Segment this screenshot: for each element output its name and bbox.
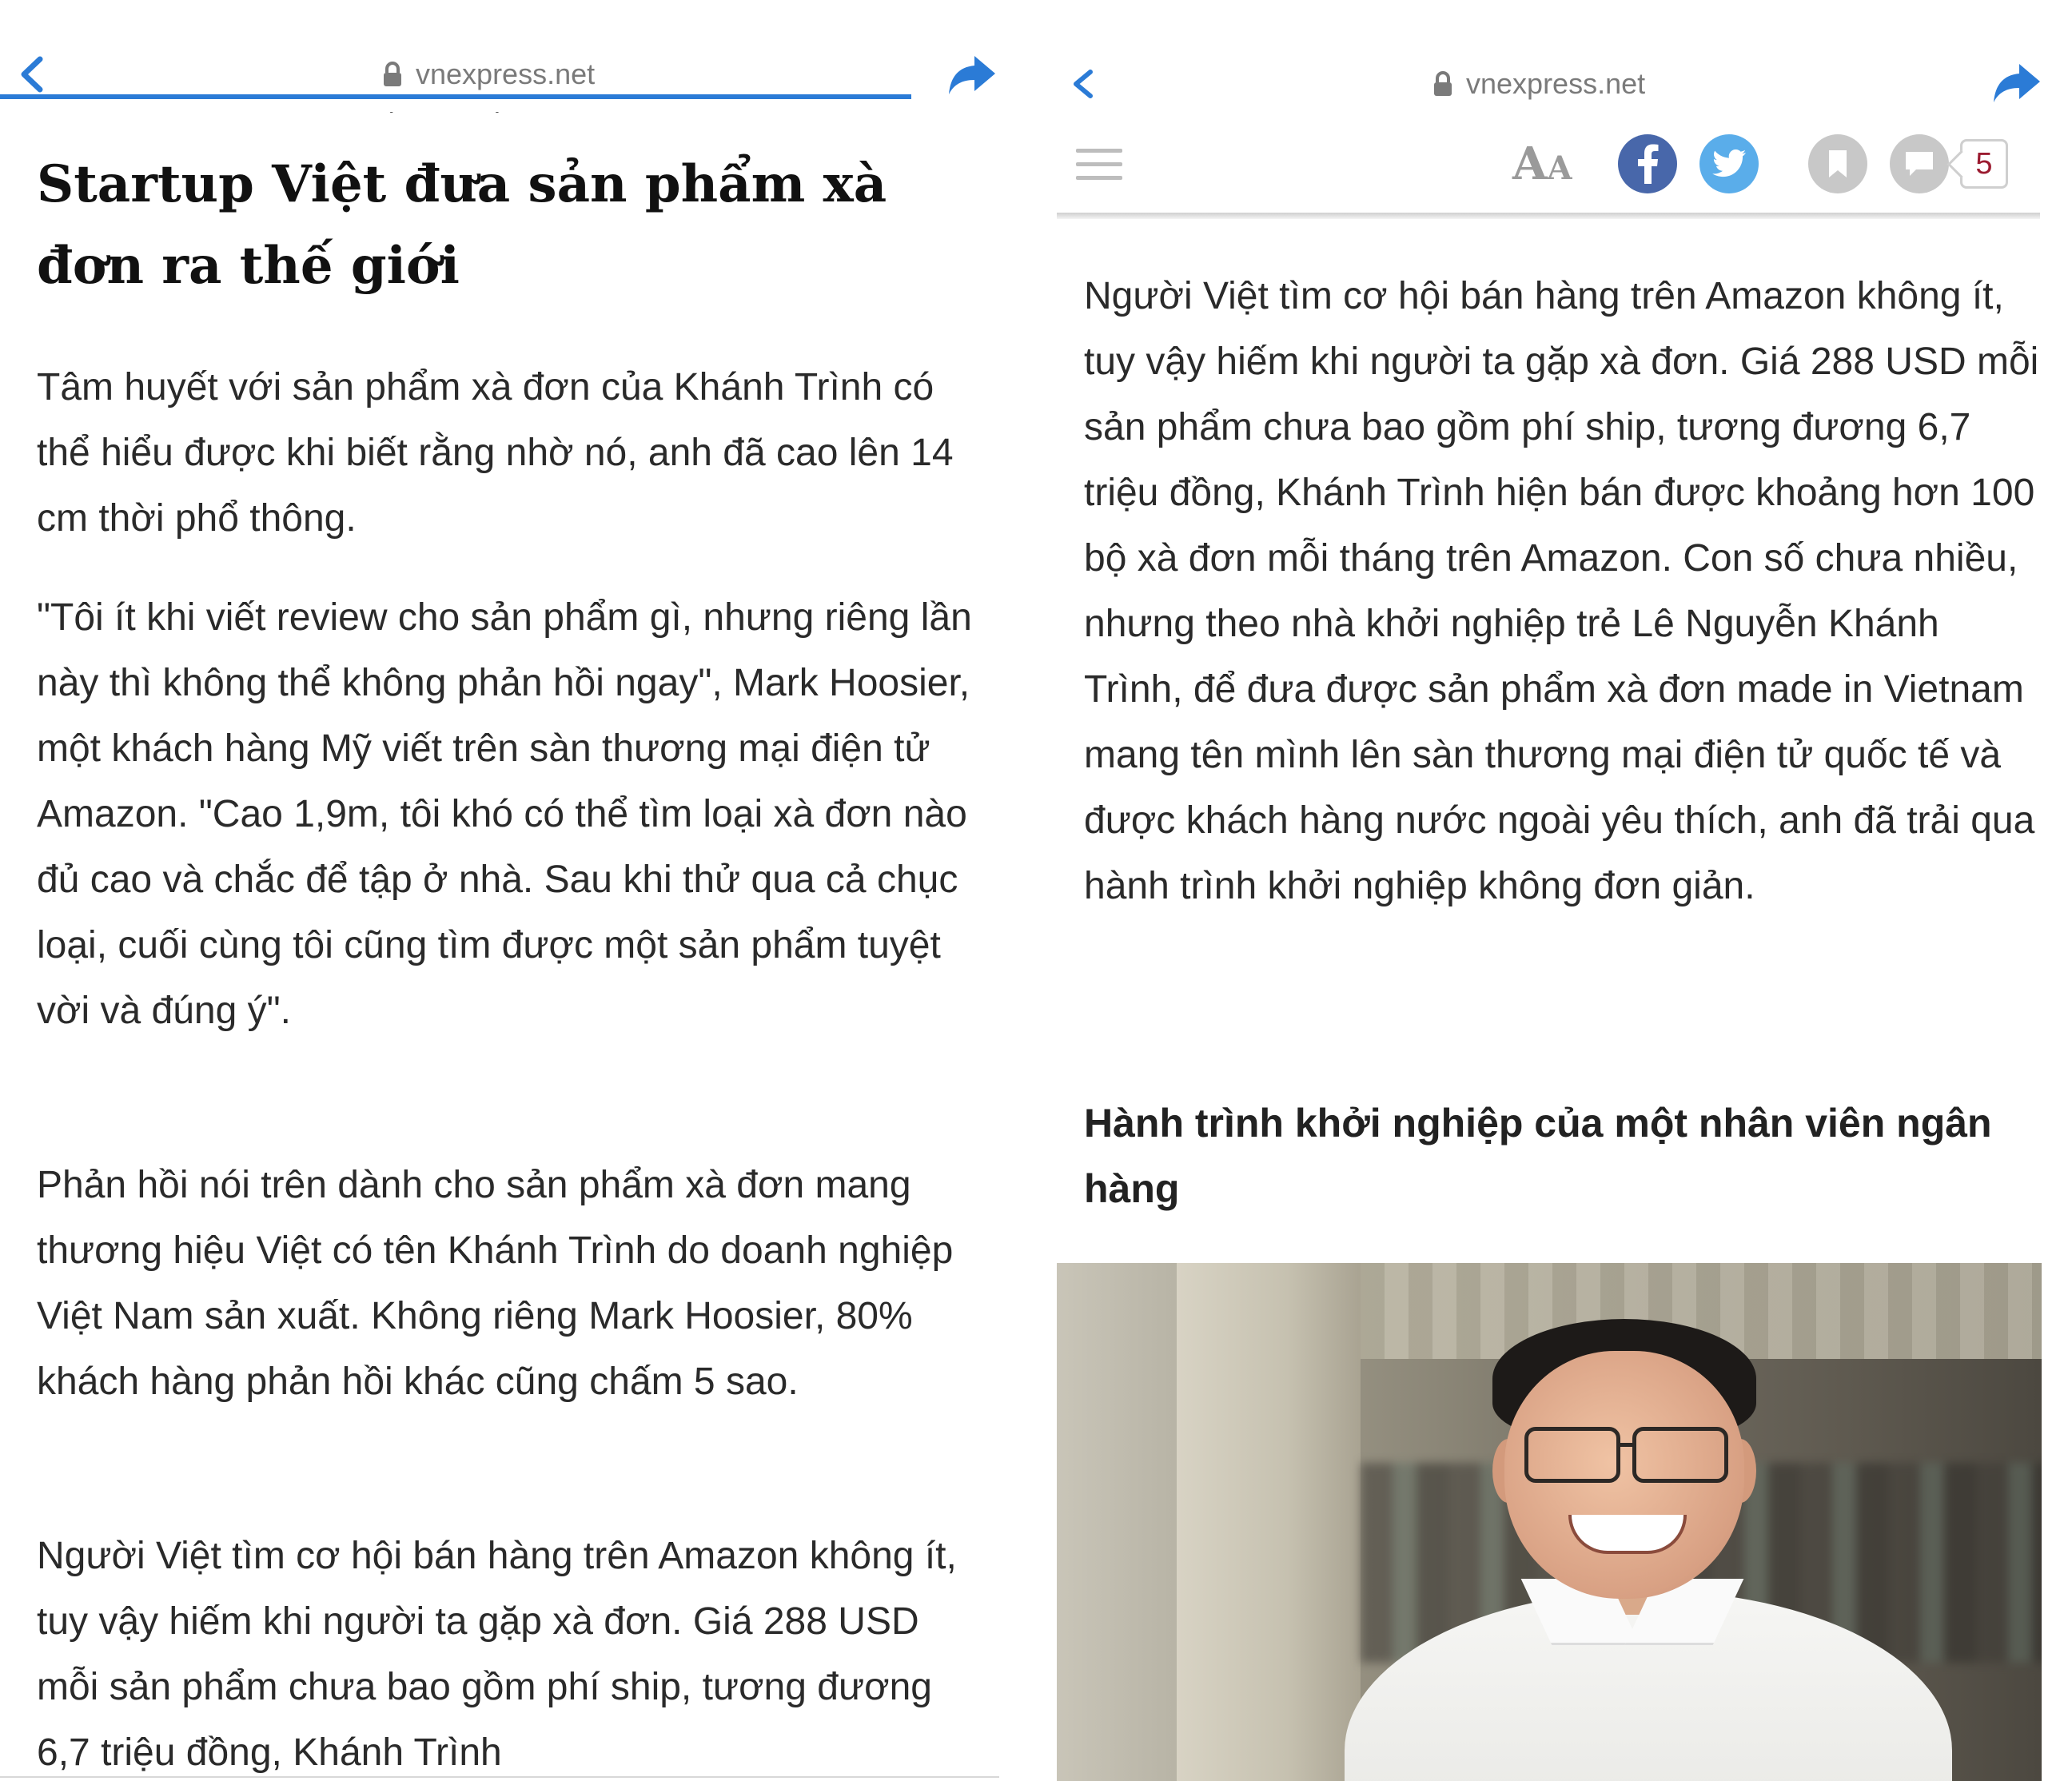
page-load-progress: [0, 94, 911, 99]
font-size-button[interactable]: [1512, 137, 1584, 193]
back-button[interactable]: [18, 54, 50, 94]
share-button[interactable]: [1992, 61, 2042, 106]
comment-icon: [1903, 149, 1935, 178]
font-size-big-glyph: A: [1512, 137, 1548, 190]
url-display[interactable]: [1432, 64, 1645, 104]
bookmark-icon: [1827, 149, 1848, 179]
url-domain: vnexpress.net: [1466, 67, 1646, 100]
lock-icon: [1432, 71, 1453, 97]
right-screenshot: [1057, 0, 2072, 1781]
facebook-share-button[interactable]: [1618, 134, 1677, 193]
back-chevron-icon: [1068, 64, 1097, 104]
back-chevron-icon: [18, 54, 46, 94]
article-paragraph-2: "Tôi ít khi viết review cho sản phẩm gì, nhưng riêng lần này thì không thể không phản hồi ngay", Mark Hoosier, một khách hàng Mỹ viết trên sàn thương mại điện tử Amazon. "Cao 1,9m, tôi khó có thể tìm loại xà đơn nào đủ cao và chắc để tập ở nhà. Sau khi thử qua cả chục loại, cuối cùng tôi cũng tìm được một sản phẩm tuyệt vời và đúng ý".: [37, 596, 972, 1032]
article-paragraph: Người Việt tìm cơ hội bán hàng trên Amazon không ít, tuy vậy hiếm khi người ta gặp xà đơn. Giá 288 USD mỗi sản phẩm chưa bao gồm phí ship, tương đương 6,7 triệu đồng, Khánh Trình hiện bán được khoảng hơn 100 bộ xà đơn mỗi tháng trên Amazon. Con số chưa nhiều, nhưng theo nhà khởi nghiệp trẻ Lê Nguyễn Khánh Trình, để đưa được sản phẩm xà đơn made in Vietnam mang tên mình lên sàn thương mại điện tử quốc tế và được khách hàng nước ngoài yêu thích, anh đã trải qua hành trình khởi nghiệp không đơn giản.: [1084, 275, 2039, 907]
url-domain: vnexpress.net: [416, 58, 596, 90]
lock-icon: [382, 62, 403, 87]
share-button[interactable]: [947, 53, 997, 98]
article-paragraph-3: Phản hồi nói trên dành cho sản phẩm xà đơn mang thương hiệu Việt có tên Khánh Trình do doanh nghiệp Việt Nam sản xuất. Không riêng Mark Hoosier, 80% khách hàng phản hồi khác cũng chấm 5 sao.: [37, 1164, 954, 1403]
browser-address-bar: [1057, 0, 2072, 112]
bookmark-button[interactable]: [1808, 134, 1867, 193]
bottom-divider: [0, 1776, 999, 1778]
comment-count-badge[interactable]: 5: [1960, 139, 2008, 189]
share-arrow-icon: [1992, 61, 2042, 106]
twitter-icon: [1711, 149, 1747, 179]
article-photo: [1057, 1263, 2042, 1781]
toolbar-shadow: [1057, 213, 2040, 219]
hamburger-menu-icon[interactable]: [1076, 149, 1122, 184]
article-paragraph-4: Người Việt tìm cơ hội bán hàng trên Amazon không ít, tuy vậy hiếm khi người ta gặp xà đơn. Giá 288 USD mỗi sản phẩm chưa bao gồm phí ship, tương đương 6,7 triệu đồng, Khánh Trình: [37, 1535, 957, 1774]
back-button[interactable]: [1068, 64, 1100, 104]
browser-address-bar: [0, 0, 1007, 112]
left-screenshot: [0, 0, 1007, 1781]
font-size-small-glyph: A: [1547, 149, 1572, 187]
article-toolbar: [1057, 122, 2040, 209]
facebook-icon: [1636, 144, 1660, 184]
article-paragraph-1: Tâm huyết với sản phẩm xà đơn của Khánh Trình có thể hiểu được khi biết rằng nhờ nó, anh đã cao lên 14 cm thời phổ thông.: [37, 366, 954, 540]
share-arrow-icon: [947, 53, 997, 98]
url-display[interactable]: [382, 54, 595, 94]
comment-button[interactable]: [1890, 134, 1949, 193]
twitter-share-button[interactable]: [1699, 134, 1759, 193]
section-heading: Hành trình khởi nghiệp của một nhân viên ngân hàng: [1084, 1101, 1992, 1211]
article-title: Startup Việt đưa sản phẩm xà đơn ra thế giới: [37, 154, 887, 296]
